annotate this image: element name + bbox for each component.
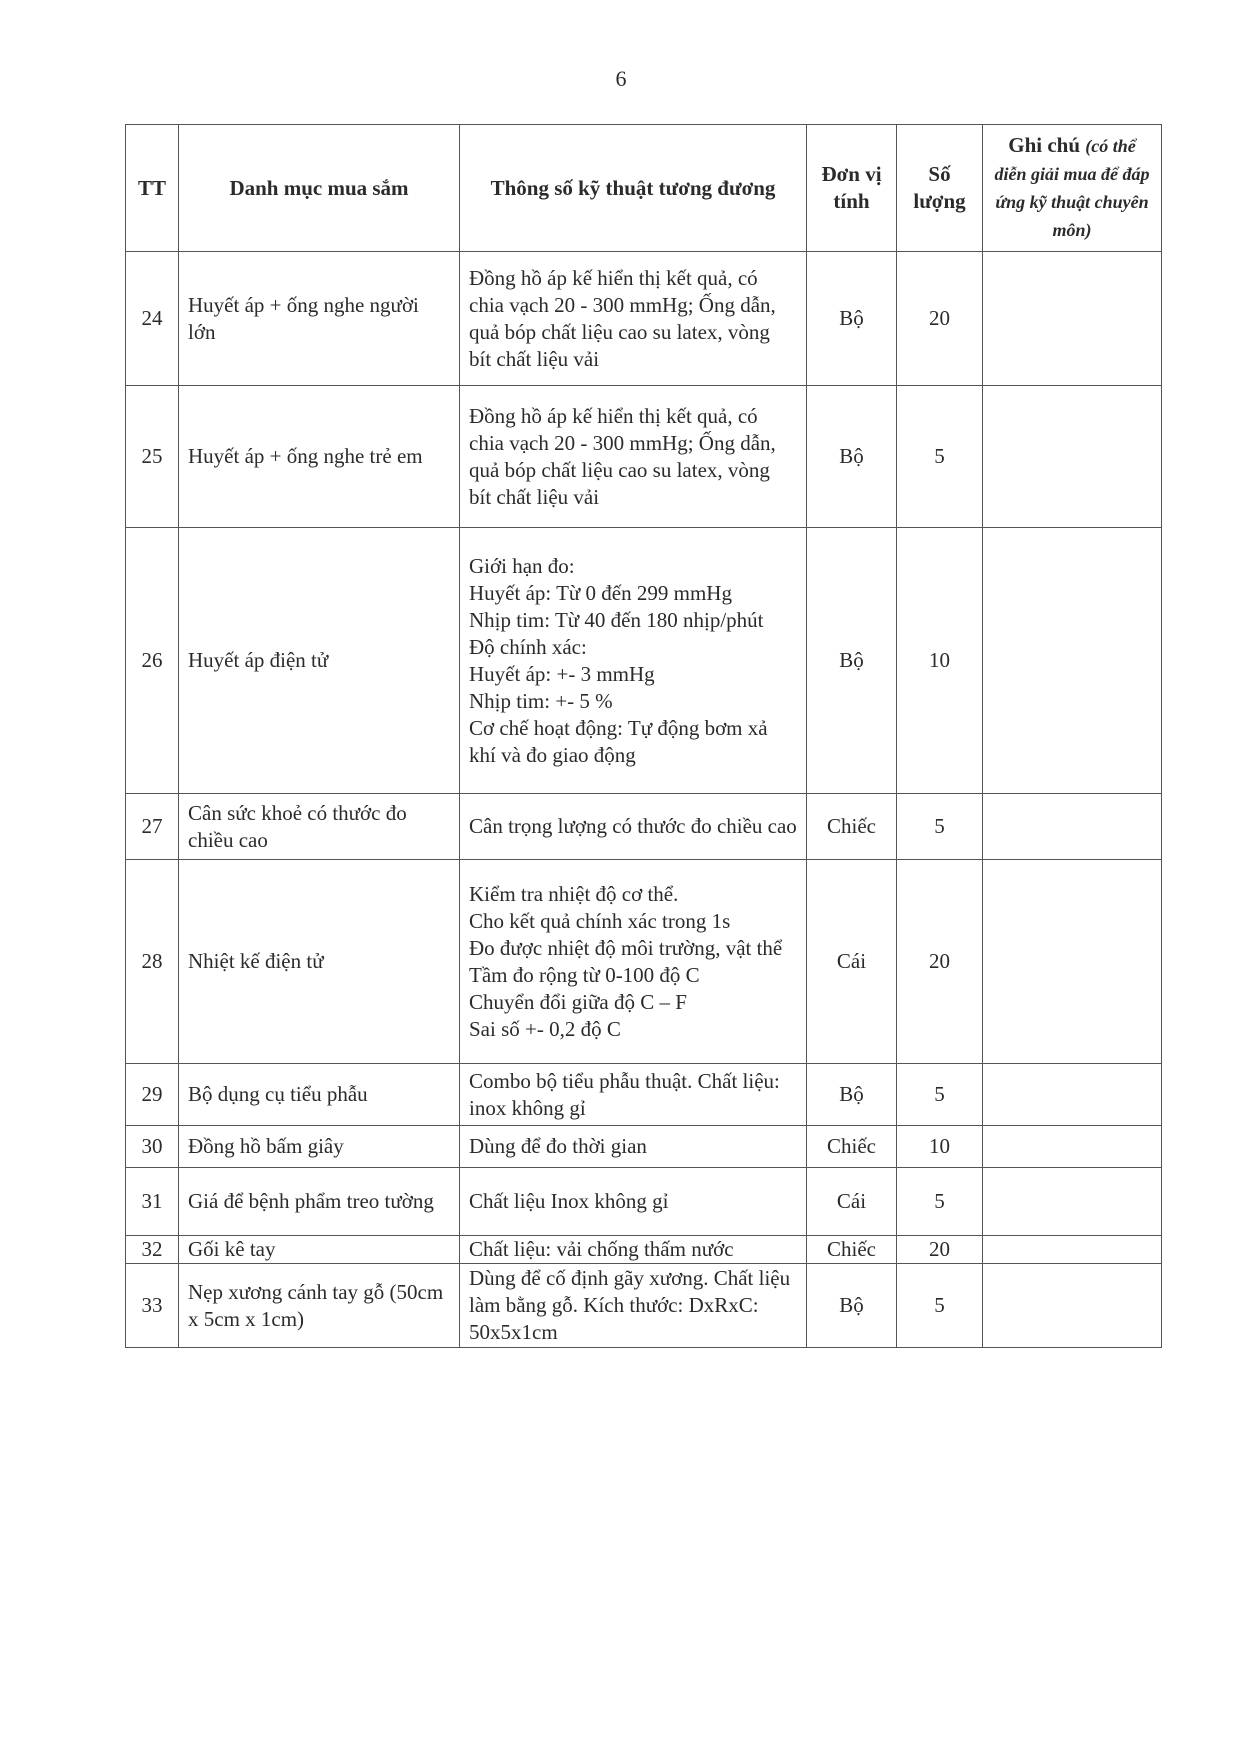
- item-unit: Bộ: [807, 386, 897, 528]
- spec-line: Sai số +- 0,2 độ C: [469, 1016, 621, 1041]
- item-name: Huyết áp + ống nghe trẻ em: [179, 386, 460, 528]
- row-number: 25: [126, 386, 179, 528]
- spec-line: Đồng hồ áp kế hiển thị kết quả, có chia vạch 20 - 300 mmHg; Ống dẫn, quả bóp chất liệu cao su latex, vòng bít chất liệu vải: [469, 403, 776, 509]
- item-note: [983, 1064, 1162, 1126]
- spec-line: Chất liệu: vải chống thấm nước: [469, 1237, 734, 1261]
- header-qty: Số lượng: [897, 125, 983, 252]
- header-note: [983, 125, 1162, 252]
- table-row: [126, 860, 1162, 1064]
- spec-line: Cơ chế hoạt động: Tự động bơm xả khí và đo giao động: [469, 715, 768, 767]
- header-spec: Thông số kỹ thuật tương đương: [460, 125, 807, 252]
- spec-line: Dùng để cố định gãy xương. Chất liệu làm bằng gỗ. Kích thước: DxRxC: 50x5x1cm: [469, 1266, 791, 1344]
- item-note: [983, 386, 1162, 528]
- table-row: [126, 1264, 1162, 1348]
- page-number: 6: [615, 66, 627, 91]
- table-header-row: [126, 125, 1162, 252]
- table-row: [126, 1168, 1162, 1236]
- item-name: Nẹp xương cánh tay gỗ (50cm x 5cm x 1cm): [179, 1264, 460, 1348]
- item-name: Bộ dụng cụ tiểu phẫu: [179, 1064, 460, 1126]
- item-note: [983, 1264, 1162, 1348]
- item-note: [983, 1168, 1162, 1236]
- item-quantity: 20: [897, 860, 983, 1064]
- table-row: [126, 252, 1162, 386]
- item-note: [983, 1236, 1162, 1264]
- item-note: [983, 860, 1162, 1064]
- row-number: 31: [126, 1168, 179, 1236]
- spec-line: Cân trọng lượng có thước đo chiều cao: [469, 814, 797, 838]
- procurement-table: [125, 124, 1162, 1348]
- item-quantity: 20: [897, 1236, 983, 1264]
- row-number: 28: [126, 860, 179, 1064]
- header-note-hint: (có thể diễn giải mua để đáp ứng kỹ thuật chuyên môn): [994, 136, 1150, 240]
- item-name: Huyết áp điện tử: [179, 528, 460, 794]
- row-number: 24: [126, 252, 179, 386]
- item-unit: Chiếc: [807, 1126, 897, 1168]
- spec-line: Nhịp tim: +- 5 %: [469, 688, 613, 713]
- spec-line: Chất liệu Inox không gỉ: [469, 1189, 669, 1213]
- item-name: Huyết áp + ống nghe người lớn: [179, 252, 460, 386]
- spec-line: Nhịp tim: Từ 40 đến 180 nhịp/phút: [469, 607, 764, 632]
- row-number: 33: [126, 1264, 179, 1348]
- item-spec: [460, 528, 807, 794]
- spec-line: Kiểm tra nhiệt độ cơ thể.: [469, 881, 679, 906]
- spec-line: Huyết áp: +- 3 mmHg: [469, 661, 655, 686]
- item-unit: Bộ: [807, 528, 897, 794]
- item-unit: Cái: [807, 1168, 897, 1236]
- spec-line: Đồng hồ áp kế hiển thị kết quả, có chia vạch 20 - 300 mmHg; Ống dẫn, quả bóp chất liệu cao su latex, vòng bít chất liệu vải: [469, 265, 776, 371]
- table-row: [126, 528, 1162, 794]
- header-note-label: Ghi chú: [1008, 133, 1081, 157]
- table-row: [126, 1064, 1162, 1126]
- spec-line: Tầm đo rộng từ 0-100 độ C: [469, 962, 700, 987]
- item-unit: Bộ: [807, 1064, 897, 1126]
- spec-line: Combo bộ tiểu phẫu thuật. Chất liệu: inox không gỉ: [469, 1068, 780, 1120]
- row-number: 32: [126, 1236, 179, 1264]
- table-row: [126, 386, 1162, 528]
- item-spec: [460, 1064, 807, 1126]
- table-row: [126, 794, 1162, 860]
- item-note: [983, 1126, 1162, 1168]
- item-note: [983, 252, 1162, 386]
- table-row: [126, 1236, 1162, 1264]
- row-number: 27: [126, 794, 179, 860]
- item-quantity: 5: [897, 1064, 983, 1126]
- spec-line: Đo được nhiệt độ môi trường, vật thể: [469, 935, 783, 960]
- spec-line: Dùng để đo thời gian: [469, 1134, 647, 1158]
- item-spec: [460, 1168, 807, 1236]
- header-tt: TT: [126, 125, 179, 252]
- item-spec: [460, 1236, 807, 1264]
- item-quantity: 20: [897, 252, 983, 386]
- item-note: [983, 528, 1162, 794]
- spec-line: Cho kết quả chính xác trong 1s: [469, 908, 731, 933]
- spec-line: Giới hạn đo:: [469, 553, 575, 578]
- item-unit: Cái: [807, 860, 897, 1064]
- item-quantity: 5: [897, 1264, 983, 1348]
- item-name: Nhiệt kế điện tử: [179, 860, 460, 1064]
- spec-line: Độ chính xác:: [469, 634, 587, 659]
- item-spec: [460, 794, 807, 860]
- item-quantity: 10: [897, 528, 983, 794]
- row-number: 30: [126, 1126, 179, 1168]
- item-quantity: 5: [897, 794, 983, 860]
- item-name: Cân sức khoẻ có thước đo chiều cao: [179, 794, 460, 860]
- item-unit: Bộ: [807, 252, 897, 386]
- item-name: Giá để bệnh phẩm treo tường: [179, 1168, 460, 1236]
- item-name: Đồng hồ bấm giây: [179, 1126, 460, 1168]
- table-body: [126, 252, 1162, 1348]
- item-unit: Chiếc: [807, 794, 897, 860]
- row-number: 26: [126, 528, 179, 794]
- item-unit: Bộ: [807, 1264, 897, 1348]
- item-spec: [460, 860, 807, 1064]
- item-quantity: 5: [897, 386, 983, 528]
- item-name: Gối kê tay: [179, 1236, 460, 1264]
- spec-line: Chuyển đổi giữa độ C – F: [469, 989, 687, 1014]
- item-quantity: 10: [897, 1126, 983, 1168]
- item-spec: [460, 1264, 807, 1348]
- spec-line: Huyết áp: Từ 0 đến 299 mmHg: [469, 580, 732, 605]
- item-quantity: 5: [897, 1168, 983, 1236]
- table-row: [126, 1126, 1162, 1168]
- item-note: [983, 794, 1162, 860]
- item-unit: Chiếc: [807, 1236, 897, 1264]
- item-spec: [460, 252, 807, 386]
- header-unit: Đơn vị tính: [807, 125, 897, 252]
- item-spec: [460, 386, 807, 528]
- item-spec: [460, 1126, 807, 1168]
- row-number: 29: [126, 1064, 179, 1126]
- header-name: Danh mục mua sắm: [179, 125, 460, 252]
